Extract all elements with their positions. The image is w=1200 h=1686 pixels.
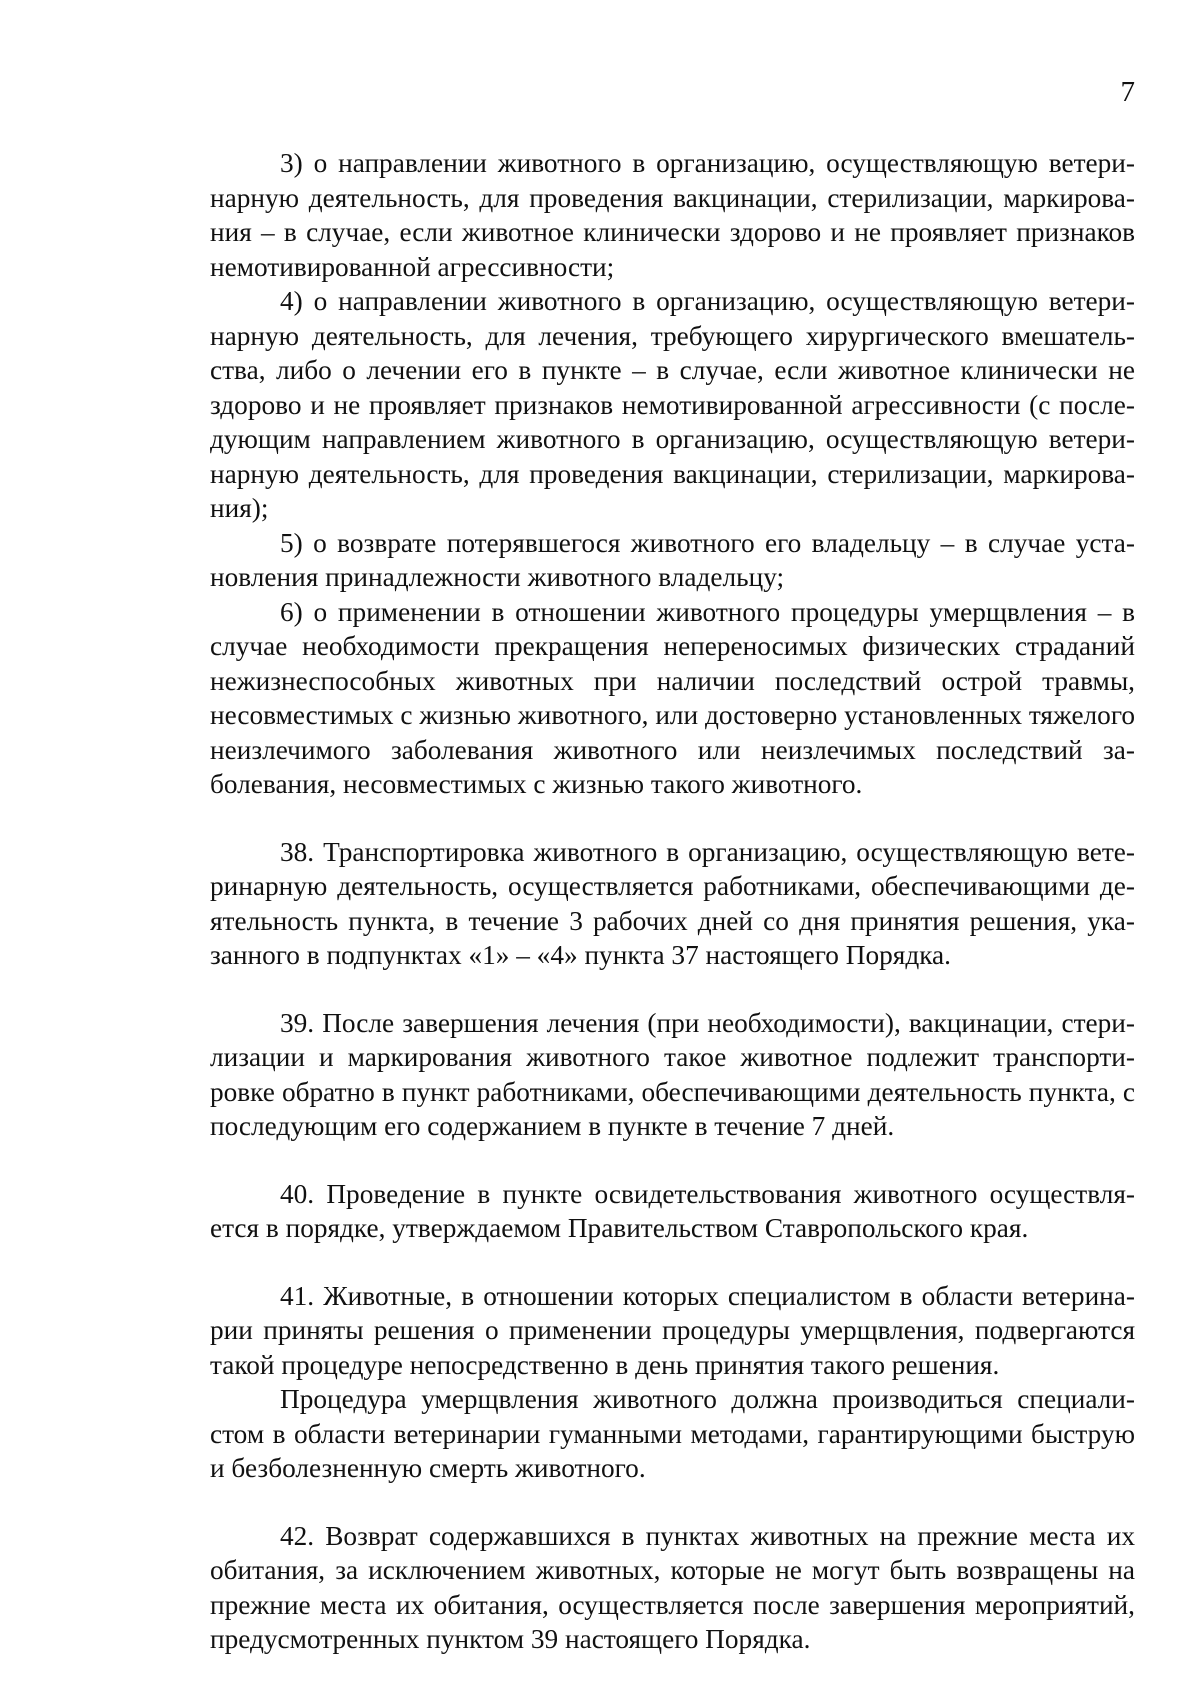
document-body	[210, 146, 1135, 1657]
clause-42-return-to-habitat: 42. Возврат содержавшихся в пунктах животных на прежние места их обитания, за исключением животных, которые не могут быть возвращены на прежние места их обитания, осуществляется после завершения мероприятий, предусмотренных пунктом 39 настоящего Порядка.	[210, 1520, 1135, 1654]
clause-39-after-treatment: 39. После завершения лечения (при необходимости), вакцинации, стерилизации и маркирования животного такое животное подлежит транспортировке обратно в пункт работниками, обеспечивающими деятельность пункта, с последующим его содержанием в пункте в течение 7 дней.	[210, 1007, 1135, 1141]
subitem-6-euthanasia: 6) о применении в отношении животного процедуры умерщвления – в случае необходимости прекращения непереносимых физических страданий нежизнеспособных животных при наличии последствий острой травмы, несовместимых с жизнью животного, или достоверно установленных тяжелого неизлечимого заболевания животного или неизлечимых последствий заболевания, несовместимых с жизнью такого животного.	[210, 596, 1135, 799]
subitem-3-referral-vaccination: 3) о направлении животного в организацию, осуществляющую ветеринарную деятельность, для проведения вакцинации, стерилизации, маркирования – в случае, если животное клинически здорово и не проявляет признаков немотивированной агрессивности;	[210, 148, 1135, 282]
subitem-4-referral-treatment: 4) о направлении животного в организацию, осуществляющую ветеринарную деятельность, для лечения, требующего хирургического вмешательства, либо о лечении его в пункте – в случае, если животное клинически не здорово и не проявляет признаков немотивированной агрессивности (с последующим направлением животного в организацию, осуществляющую ветеринарную деятельность, для проведения вакцинации, стерилизации, маркирования);	[210, 286, 1135, 523]
page-number: 7	[1120, 76, 1135, 108]
clause-41-euthanasia-procedure: Процедура умерщвления животного должна производиться специалистом в области ветеринарии гуманными методами, гарантирующими быструю и безболезненную смерть животного.	[210, 1384, 1135, 1483]
clause-38-transportation: 38. Транспортировка животного в организацию, осуществляющую ветеринарную деятельность, осуществляется работниками, обеспечивающими деятельность пункта, в течение 3 рабочих дней со дня принятия решения, указанного в подпунктах «1» – «4» пункта 37 настоящего Порядка.	[210, 836, 1135, 970]
subitem-5-return-to-owner: 5) о возврате потерявшегося животного его владельцу – в случае установления принадлежности животного владельцу;	[210, 527, 1135, 592]
clause-40-examination: 40. Проведение в пункте освидетельствования животного осуществляется в порядке, утверждаемом Правительством Ставропольского края.	[210, 1178, 1135, 1243]
clause-41-euthanasia-decision: 41. Животные, в отношении которых специалистом в области ветеринарии приняты решения о применении процедуры умерщвления, подвергаются такой процедуре непосредственно в день принятия такого решения.	[210, 1280, 1135, 1380]
